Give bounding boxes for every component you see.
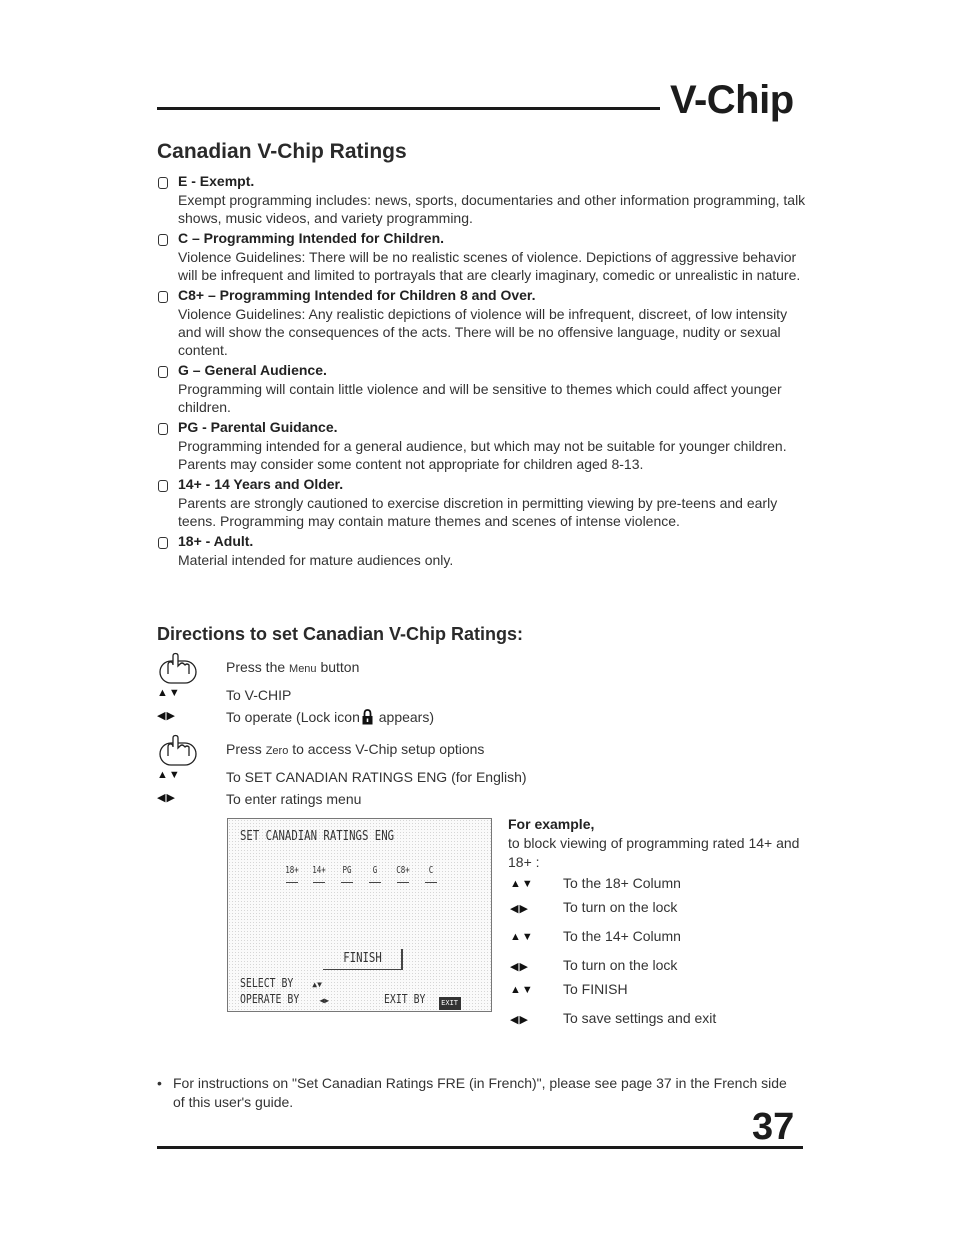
hand-pointer-icon: [157, 734, 201, 768]
rating-desc: Programming will contain little violence and will be sensitive to themes which could affect younger children.: [178, 381, 782, 415]
step-set-canadian: [157, 767, 577, 789]
exit-hint: EXIT BY EXIT: [384, 992, 461, 1010]
rating-desc: Exempt programming includes: news, sports, documentaries and other information programming, talk shows, music videos, and variety programming.: [178, 192, 806, 226]
rating-item-g: [157, 361, 807, 416]
up-down-arrows-icon: ▲▼: [510, 931, 534, 943]
rating-title: G – General Audience.: [178, 362, 327, 378]
example-text: to block viewing of programming rated 14+ and 18+ :: [508, 835, 800, 870]
example-block: [508, 816, 808, 1034]
checkbox-icon: [158, 423, 168, 435]
up-down-arrows-icon: ▲▼: [157, 769, 181, 781]
step-text: To enter ratings menu: [226, 791, 362, 807]
rating-column[interactable]: C8+: [393, 865, 413, 883]
checkbox-icon: [158, 291, 168, 303]
left-right-arrows-icon: ◀▶: [510, 961, 529, 973]
example-steps: [508, 875, 808, 1034]
checkbox-icon: [158, 366, 168, 378]
checkbox-icon: [158, 537, 168, 549]
example-step: ◀▶ To turn on the lock: [510, 899, 678, 915]
left-right-arrows-icon: ◀▶: [157, 710, 176, 722]
ratings-list: [157, 172, 807, 571]
onscreen-menu: [227, 818, 492, 1012]
checkbox-icon: [158, 234, 168, 246]
finish-button[interactable]: FINISH: [323, 949, 403, 970]
step-press-zero: [157, 737, 577, 767]
up-down-arrows-icon: ▲▼: [510, 984, 534, 996]
rating-title: E - Exempt.: [178, 173, 255, 189]
footnote: • For instructions on "Set Canadian Ratings FRE (in French)", please see page 37 in the French side of this user's guide.: [157, 1075, 787, 1110]
step-to-vchip: [157, 685, 577, 707]
example-step: ▲▼ To the 18+ Column: [510, 875, 681, 891]
up-down-arrows-icon: ▲▼: [157, 687, 181, 699]
rating-title: 18+ - Adult.: [178, 533, 254, 549]
rating-item-c8: [157, 286, 807, 359]
header-rule: [157, 107, 660, 110]
rating-item-18: [157, 532, 807, 569]
step-enter-menu: [157, 789, 577, 811]
up-down-arrows-icon: ▲▼: [312, 980, 322, 989]
example-title: For example,: [508, 816, 595, 832]
rating-item-14: [157, 475, 807, 530]
step-text: Press Zero to access V-Chip setup options: [226, 741, 485, 757]
rating-desc: Material intended for mature audiences only.: [178, 552, 454, 568]
bullet-icon: •: [157, 1075, 162, 1091]
rating-column[interactable]: G: [365, 865, 385, 883]
rating-column[interactable]: 18+: [282, 865, 302, 883]
page-title: V-Chip: [670, 78, 794, 122]
step-press-menu: [157, 655, 577, 685]
rating-item-c: [157, 229, 807, 284]
step-text: To SET CANADIAN RATINGS ENG (for English): [226, 769, 527, 785]
left-right-arrows-icon: ◀▶: [510, 1014, 529, 1026]
example-step: ◀▶ To turn on the lock: [510, 957, 678, 973]
exit-key-icon: EXIT: [439, 997, 461, 1010]
step-text: Press the Menu button: [226, 659, 360, 675]
left-right-arrows-icon: ◀▶: [157, 792, 176, 804]
rating-desc: Violence Guidelines: There will be no realistic scenes of violence. Depictions of aggressive behavior will be infrequent and limited to portrayals that are clearly imaginary, comedic or unrealistic in nature.: [178, 249, 801, 283]
direction-steps: [157, 655, 577, 811]
checkbox-icon: [158, 480, 168, 492]
rating-title: 14+ - 14 Years and Older.: [178, 476, 344, 492]
lock-icon: [362, 709, 373, 725]
select-hint: SELECT BY ▲▼: [240, 976, 322, 990]
rating-column[interactable]: C: [421, 865, 441, 883]
step-operate: [157, 707, 577, 737]
footer-rule: [157, 1146, 803, 1149]
rating-title: C8+ – Programming Intended for Children 8 and Over.: [178, 287, 536, 303]
up-down-arrows-icon: ▲▼: [510, 878, 534, 890]
left-right-arrows-icon: ◀▶: [510, 903, 529, 915]
rating-column[interactable]: PG: [337, 865, 357, 883]
rating-desc: Parents are strongly cautioned to exercise discretion in permitting viewing by pre-teens and early teens. Programming may contain mature themes and scenes of intense violence.: [178, 495, 778, 529]
example-step: ▲▼ To the 14+ Column: [510, 928, 681, 944]
rating-desc: Violence Guidelines: Any realistic depictions of violence will be infrequent, discreet, of low intensity and will show the consequences of the acts. There will be no offensive language, nudity or sexual content.: [178, 306, 788, 358]
rating-column[interactable]: 14+: [309, 865, 329, 883]
example-step: ◀▶ To save settings and exit: [510, 1010, 717, 1026]
example-step: ▲▼ To FINISH: [510, 981, 628, 997]
rating-desc: Programming intended for a general audience, but which may not be suitable for younger children. Parents may consider some content not appropriate for children aged 8-13.: [178, 438, 787, 472]
rating-title: PG - Parental Guidance.: [178, 419, 338, 435]
rating-item-pg: [157, 418, 807, 473]
left-right-arrows-icon: ◀▶: [319, 996, 330, 1005]
checkbox-icon: [158, 177, 168, 189]
step-text: To operate (Lock icon appears): [226, 709, 435, 725]
rating-title: C – Programming Intended for Children.: [178, 230, 445, 246]
directions-heading: Directions to set Canadian V-Chip Ratings:: [157, 624, 524, 644]
page-number: 37: [752, 1106, 795, 1148]
hand-pointer-icon: [157, 652, 201, 686]
step-text: To V-CHIP: [226, 687, 292, 703]
ratings-heading: Canadian V-Chip Ratings: [157, 140, 407, 163]
operate-hint: OPERATE BY ◀▶: [240, 992, 330, 1006]
screen-title: SET CANADIAN RATINGS ENG: [240, 829, 395, 844]
rating-item-e: [157, 172, 807, 227]
